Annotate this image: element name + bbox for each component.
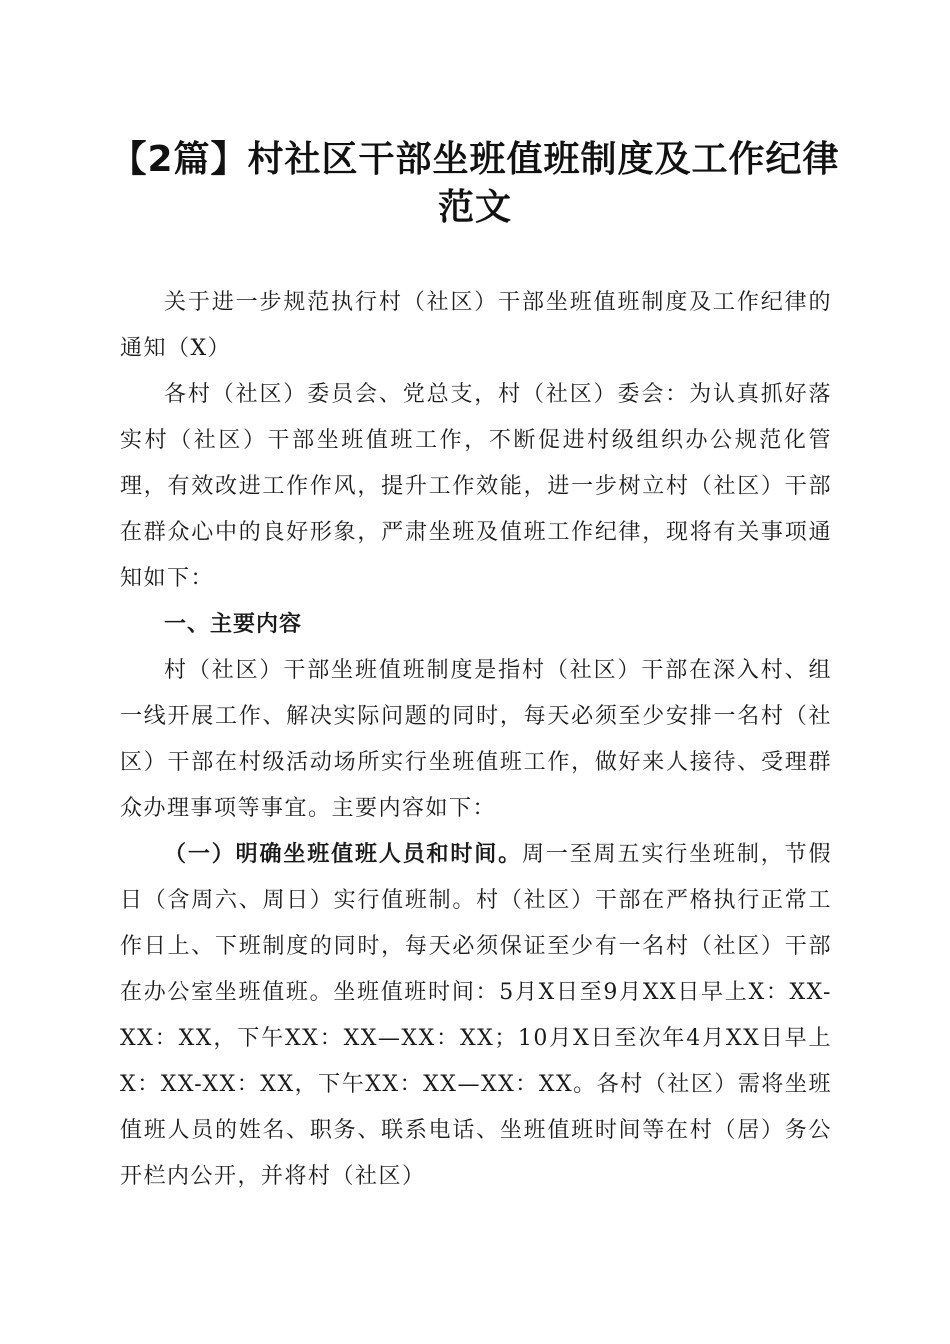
document-body	[120, 280, 832, 1200]
duty-time-lead: （一）明确坐班值班人员和时间。	[164, 842, 523, 867]
addressee-paragraph: 各村（社区）委员会、党总支，村（社区）委会：为认真抓好落实村（社区）干部坐班值班工作，不断促进村级组织办公规范化管理，有效改进工作作风，提升工作效能，进一步树立村（社区）干部在群众心中的良好形象，严肃坐班及值班工作纪律，现将有关事项通知如下：	[120, 382, 832, 591]
duty-time-paragraph	[120, 832, 832, 1200]
document-title: 【2篇】村社区干部坐班值班制度及工作纪律范文	[110, 139, 840, 228]
notice-heading-paragraph: 关于进一步规范执行村（社区）干部坐班值班制度及工作纪律的通知（X）	[120, 290, 832, 361]
main-content-paragraph: 村（社区）干部坐班值班制度是指村（社区）干部在深入村、组一线开展工作、解决实际问题的同时，每天必须至少安排一名村（社区）干部在村级活动场所实行坐班值班工作，做好来人接待、受理群众办理事项等事宜。主要内容如下：	[120, 658, 832, 821]
duty-time-text: 周一至周五实行坐班制，节假日（含周六、周日）实行值班制。村（社区）干部在严格执行正常工作日上、下班制度的同时，每天必须保证至少有一名村（社区）干部在办公室坐班值班。坐班值班时间：5月X日至9月XX日早上X：XX-XX：XX，下午XX：XX—XX：XX；10月X日至次年4月XX日早上X：XX-XX：XX，下午XX：XX—XX：XX。各村（社区）需将坐班值班人员的姓名、职务、联系电话、坐班值班时间等在村（居）务公开栏内公开，并将村（社区）	[120, 842, 832, 1189]
section-heading-main-content: 一、主要内容	[164, 612, 303, 637]
